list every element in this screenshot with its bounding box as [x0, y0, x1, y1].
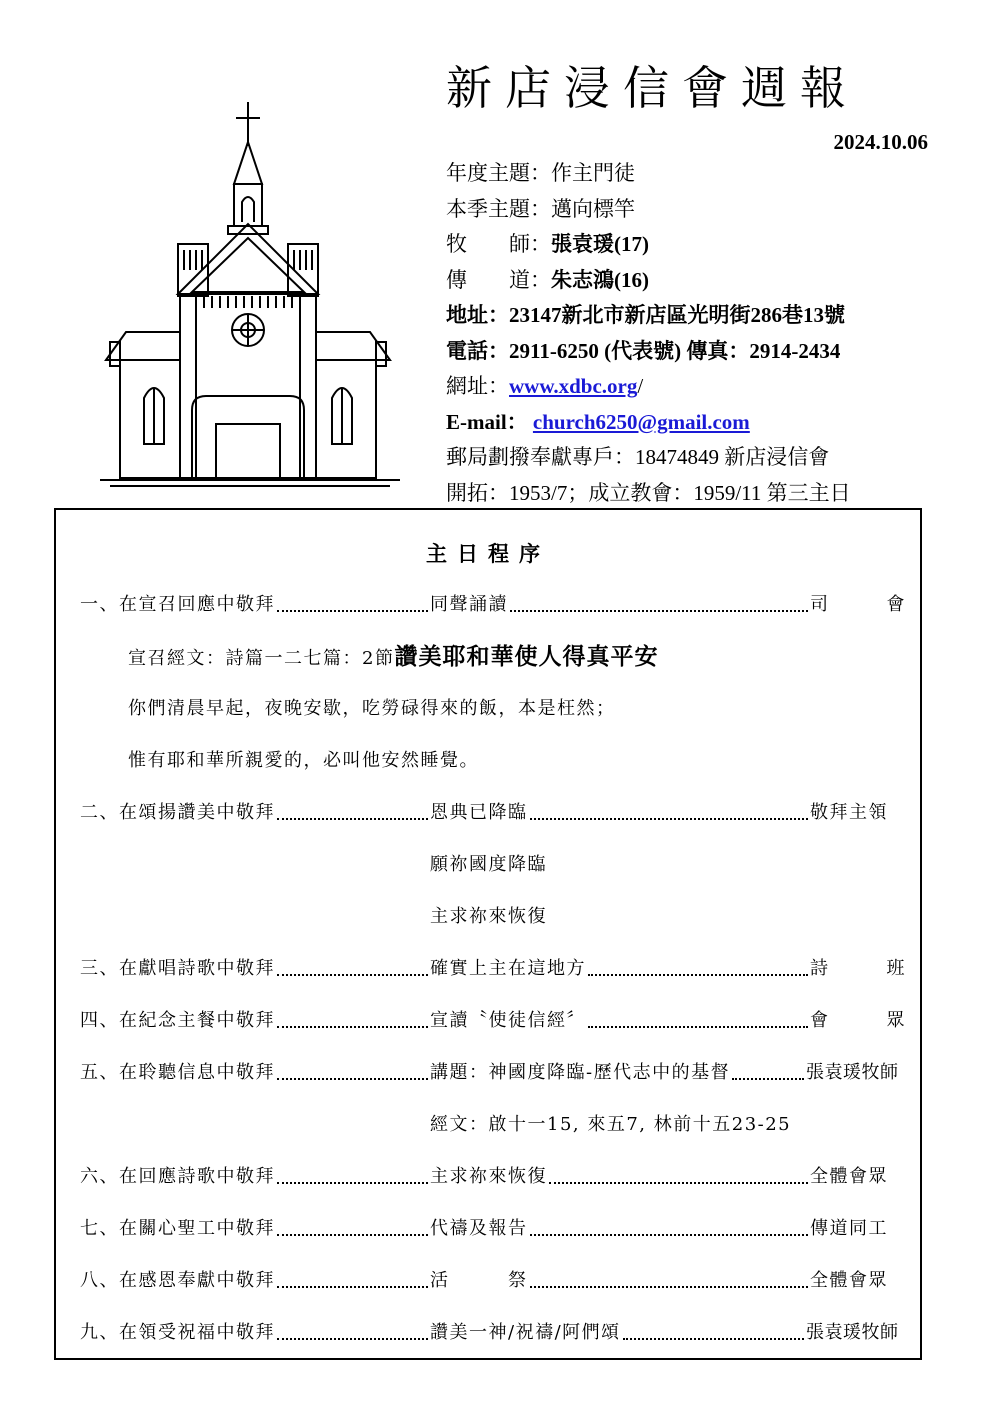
postal-account: 郵局劃撥奉獻專戶：18474849 新店浸信會: [446, 445, 830, 469]
item-label: 三、在獻唱詩歌中敬拜: [80, 958, 275, 979]
founding-info: 開拓：1953/7；成立教會：1959/11 第三主日: [446, 480, 851, 505]
sermon-scripture: 經文：啟十一15, 來五7, 林前十五23-25: [430, 1114, 792, 1135]
season-theme: 本季主題：邁向標竿: [446, 196, 635, 221]
item-leader: 張袁瑗牧師: [806, 1322, 899, 1343]
item-leader-2: 會: [886, 594, 906, 615]
item-label: 六、在回應詩歌中敬拜: [80, 1166, 275, 1187]
item-label: 一、在宣召回應中敬拜: [80, 594, 275, 615]
item-content: 恩典已降臨: [430, 802, 528, 823]
program-item-6: [80, 1162, 906, 1192]
pastor-name: 張袁瑗(17): [551, 232, 649, 256]
item-leader: 全體會眾: [810, 1166, 888, 1187]
call-scripture-ref: 宣召經文：詩篇一二七篇：2節: [128, 648, 395, 669]
item-leader: 敬拜主領: [810, 802, 888, 823]
item-leader: 會: [810, 1010, 830, 1031]
item-label: 五、在聆聽信息中敬拜: [80, 1062, 275, 1083]
preacher-name: 朱志鴻(16): [551, 267, 649, 292]
item-label: 四、在紀念主餐中敬拜: [80, 1010, 275, 1031]
phone-fax: 電話：2911-6250 (代表號) 傳真：2914-2434: [446, 338, 841, 363]
email-line: [446, 405, 946, 441]
preacher-label-2: 道：: [509, 267, 551, 292]
item-content: 講題：神國度降臨-歷代志中的基督: [430, 1062, 731, 1083]
website-link[interactable]: www.xdbc.org: [509, 374, 638, 398]
email-link[interactable]: church6250@gmail.com: [532, 409, 750, 434]
item-leader-2: 班: [886, 958, 906, 979]
item-leader: 張袁瑗牧師: [806, 1062, 899, 1083]
item-content: 讚美一神/祝禱/阿們頌: [430, 1322, 621, 1343]
item-content: 確實上主在這地方: [430, 958, 586, 979]
church-info: [446, 156, 946, 511]
program-item-1: [80, 590, 906, 620]
verse-line-1: 你們清晨早起，夜晚安歇，吃勞碌得來的飯，本是枉然；: [128, 698, 616, 719]
program-item-4: [80, 1006, 906, 1036]
year-theme: 年度主題：作主門徒: [446, 161, 635, 185]
address: 地址：23147新北市新店區光明街286巷13號: [446, 303, 845, 327]
preacher-label-1: 傳: [446, 267, 467, 292]
bulletin-date: 2024.10.06: [833, 130, 928, 154]
item-leader: 傳道同工: [810, 1218, 888, 1239]
item-leader: 司: [810, 594, 830, 615]
item-content: 活 祭: [430, 1270, 528, 1291]
item-leader: 詩: [810, 958, 830, 979]
pastor-line: [446, 227, 946, 263]
call-scripture: [128, 642, 658, 674]
program-item-5: [80, 1058, 906, 1088]
item-content: 宣讀〝使徒信經〞: [430, 1010, 586, 1031]
website-suffix: /: [637, 374, 644, 398]
program-item-8: [80, 1266, 906, 1296]
pastor-label-1: 牧: [446, 232, 467, 256]
item-label: 二、在頌揚讚美中敬拜: [80, 802, 275, 823]
pastor-label-2: 師：: [509, 232, 551, 256]
email-label: E-mail：: [446, 409, 528, 434]
item-content: 同聲誦讀: [430, 594, 508, 615]
preacher-line: [446, 263, 946, 299]
program-item-2: [80, 798, 906, 828]
item-label: 九、在領受祝福中敬拜: [80, 1322, 275, 1343]
page-title: 新店浸信會週報: [446, 61, 859, 115]
program-title: 主日程序: [426, 541, 550, 566]
item-content: 代禱及報告: [430, 1218, 528, 1239]
song-2: 願祢國度降臨: [430, 854, 547, 875]
song-3: 主求祢來恢復: [430, 906, 547, 927]
program-item-3: [80, 954, 906, 984]
program-item-9: [80, 1318, 906, 1348]
verse-line-2: 惟有耶和華所親愛的，必叫他安然睡覺。: [128, 750, 479, 771]
item-leader-2: 眾: [886, 1010, 906, 1031]
program-item-7: [80, 1214, 906, 1244]
item-leader: 全體會眾: [810, 1270, 888, 1291]
item-label: 七、在關心聖工中敬拜: [80, 1218, 275, 1239]
website-label: 網址：: [446, 374, 509, 398]
item-content: 主求祢來恢復: [430, 1166, 547, 1187]
church-illustration: [100, 98, 400, 490]
item-label: 八、在感恩奉獻中敬拜: [80, 1270, 275, 1291]
website-line: [446, 369, 946, 405]
call-scripture-theme: 讚美耶和華使人得真平安: [394, 643, 659, 670]
program-box: [54, 508, 922, 1360]
